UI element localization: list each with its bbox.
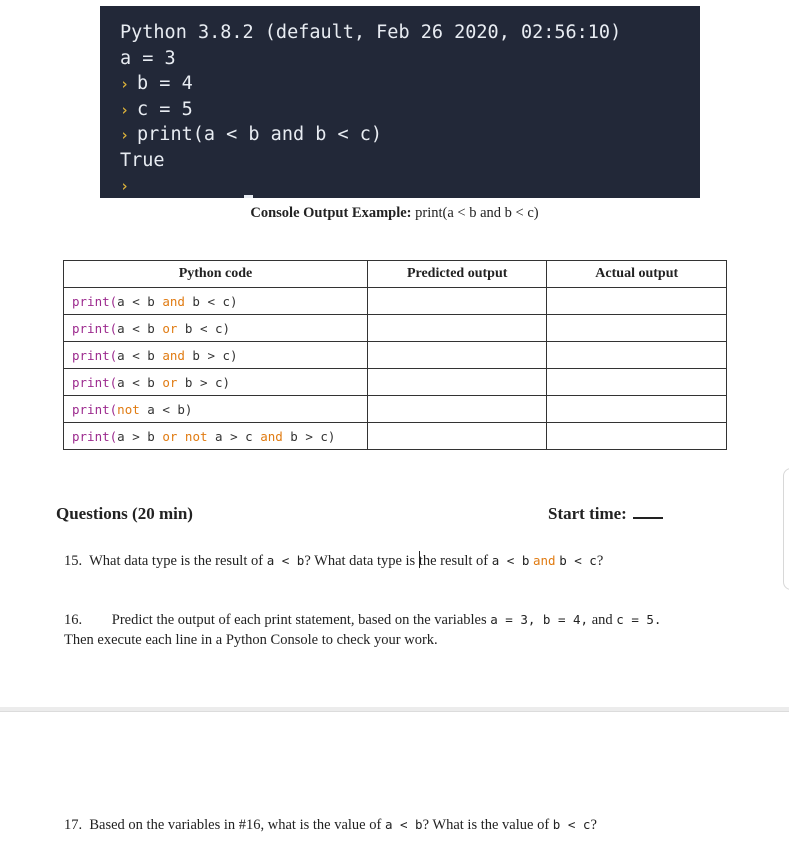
console-line: › b = 4 — [120, 73, 193, 94]
console-line: › print(a < b and b < c) — [120, 124, 383, 145]
console-line: › c = 5 — [120, 98, 193, 120]
prompt-chevron-icon: › — [120, 75, 130, 93]
question-16-line2: Then execute each line in a Python Console to check your work. — [64, 632, 438, 648]
inline-code: b < c — [552, 817, 591, 832]
exercise-table — [63, 260, 727, 450]
question-15: 15. What data type is the result of a < b? What data type is the result of a < b and b < c? — [64, 553, 604, 569]
python-code-cell: print(a < b or b < c) — [64, 315, 368, 342]
actual-output-cell[interactable] — [547, 342, 727, 369]
console-output: True — [120, 149, 165, 171]
inline-code: b < c — [559, 553, 597, 568]
python-code-cell: print(a < b or b > c) — [64, 369, 368, 396]
question-16: 16. Predict the output of each print statement, based on the variables a = 3, b = 4, and c = 5. Then execute each line in a Python Console to check your work. — [64, 612, 662, 648]
python-code-cell: print(not a < b) — [64, 396, 368, 423]
predicted-output-cell[interactable] — [367, 423, 547, 450]
prompt-chevron-icon: › — [120, 100, 130, 119]
start-time — [548, 504, 663, 524]
start-time-label: Start time: — [548, 504, 627, 523]
actual-output-cell[interactable] — [547, 315, 727, 342]
inline-code: a = 3, b = 4, — [490, 612, 589, 627]
actual-output-cell[interactable] — [547, 396, 727, 423]
actual-output-cell[interactable] — [547, 288, 727, 315]
table-row — [64, 315, 727, 342]
prompt-chevron-icon: › — [120, 126, 130, 144]
console-cursor — [244, 195, 253, 198]
predicted-output-cell[interactable] — [367, 396, 547, 423]
table-row — [64, 288, 727, 315]
actual-output-cell[interactable] — [547, 423, 727, 450]
header-actual-output: Actual output — [547, 261, 727, 288]
inline-code: a < b — [384, 817, 423, 832]
header-python-code: Python code — [64, 261, 368, 288]
inline-code: a < b — [491, 553, 530, 568]
header-predicted-output: Predicted output — [367, 261, 547, 288]
table-row — [64, 369, 727, 396]
table-row — [64, 396, 727, 423]
python-console — [100, 6, 700, 198]
question-17: 17. Based on the variables in #16, what is the value of a < b? What is the value of b < c? — [64, 817, 597, 833]
console-input-line[interactable] — [120, 173, 700, 199]
table-header-row — [64, 261, 727, 288]
predicted-output-cell[interactable] — [367, 369, 547, 396]
side-panel-edge — [783, 468, 789, 590]
start-time-blank[interactable] — [633, 505, 663, 519]
caption-code: print(a < b and b < c) — [415, 205, 539, 221]
actual-output-cell[interactable] — [547, 369, 727, 396]
predicted-output-cell[interactable] — [367, 342, 547, 369]
table-row — [64, 342, 727, 369]
inline-code: a < b — [266, 553, 305, 568]
figure-caption — [0, 205, 789, 222]
page-divider — [0, 707, 789, 712]
table-row — [64, 423, 727, 450]
console-line: a = 3 — [120, 47, 176, 69]
predicted-output-cell[interactable] — [367, 288, 547, 315]
section-title: Questions (20 min) — [56, 504, 193, 523]
python-code-cell: print(a > b or not a > c and b > c) — [64, 423, 368, 450]
inline-keyword: and — [533, 553, 556, 568]
caption-label: Console Output Example: — [250, 205, 412, 221]
predicted-output-cell[interactable] — [367, 315, 547, 342]
prompt-chevron-icon: › — [120, 177, 130, 195]
inline-code: c = 5. — [616, 612, 662, 627]
python-code-cell: print(a < b and b < c) — [64, 288, 368, 315]
python-code-cell: print(a < b and b > c) — [64, 342, 368, 369]
console-header: Python 3.8.2 (default, Feb 26 2020, 02:56:10) — [120, 22, 622, 43]
